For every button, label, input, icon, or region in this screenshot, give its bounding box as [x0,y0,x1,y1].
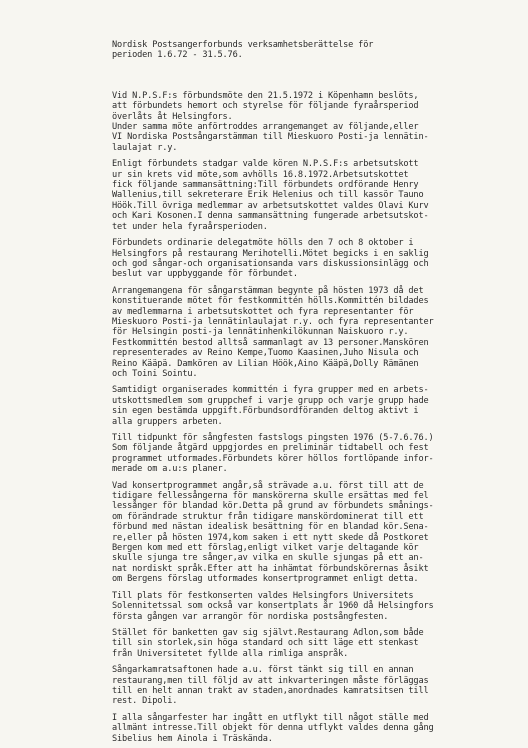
paragraph-10: Sångarkamratsaftonen hade a.u. först tänkt sig till en annan restaurang,men till följd av att inkvarteringen måste förläggas till en helt annan trakt av staden,anordnades kamratsitsen till rest. Dipoli. [112,665,429,707]
paragraph-8: Till plats för festkonserten valdes Helsingfors Universitets Solennitetssal som också var konsertplats år 1960 då Helsingfors första gången var arrangör för nordiska postsångfesten. [112,590,434,622]
paragraph-6: Till tidpunkt för sångfesten fastslogs pingsten 1976 (5-7.6.76.) Som följande åtgärd uppgjordes en preliminär tidtabell och fest programmet utformades.Förbundets körer höllos fortlöpande infor- merade om a.u:s planer. [112,433,434,475]
paragraph-2: Enligt förbundets stadgar valde kören N.P.S.F:s arbetsutskott ur sin krets vid möte,som avhölls 16.8.1972.Arbetsutskottet fick följande sammansättning:Till förbundets ordförande Henry Wallenius,till sekreterare Erik Helenius och till kassör Tauno Höök.Till övriga medlemmar av arbetsutskottet valdes Olavi Kurv och Kari Kosonen.I denna sammansättning fungerade arbetsutskot- tet under hela fyraårsperioden. [112,159,429,232]
paragraph-7: Vad konsertprogrammet angår,så strävade a.u. först till att de tidigare fellessångerna för manskörerna skulle ersättas med fel lessånger för blandad kör.Detta på grund av förbundets smånings- om förändrade struktur från tidigare manskördominerat till ett förbund med nästan idealisk besättning för en blandad kör.Sena- re,eller på hösten 1974,kom saken i ett nytt skede då Postkoret Bergen kom med ett förslag,enligt vilket varje deltagande kör skulle sjunga tre sånger,av vilka en skulle sjungas på ett an- nat nordiskt språk.Efter att ha inhämtat förbundskörernas åsikt om Bergens förslag utformades konsertprogrammet enligt detta. [112,480,434,585]
paragraph-1: Vid N.P.S.F:s förbundsmöte den 21.5.1972 i Köpenhamn beslöts, att förbundets hemort och styrelse för följande fyraårsperiod överlåts åt Helsingfors. Under samma möte anförtroddes arrangemanget av följande,eller VI Nordiska Postsångarstämman till Mieskuoro Posti-ja lennätin- laulajat r.y. [112,90,429,153]
document-title: Nordisk Postsangerforbunds verksamhetsberättelse för perioden 1.6.72 - 31.5.76. [112,40,374,61]
paragraph-11: I alla sångarfester har ingått en utflykt till något ställe med allmänt intresse.Till objekt för denna utflykt valdes denna gång Sibelius hem Ainola i Träskända. [112,712,434,744]
paragraph-9: Stället för banketten gav sig självt.Restaurang Adlon,som både till sin storlek,sin höga standard och sitt läge ett stenkast från Universitetet fyllde alla rimliga anspråk. [112,627,424,659]
paragraph-3: Förbundets ordinarie delegatmöte hölls den 7 och 8 oktober i Helsingfors på restaurang Merihotelli.Mötet begicks i en saklig och god sångar-och organisationsanda vars diskussionsinlägg och beslut var uppbyggande för förbundet. [112,238,429,280]
paragraph-5: Samtidigt organiserades kommittén i fyra grupper med en arbets- utskottsmedlem som gruppchef i varje grupp och varje grupp hade sin egen bestämda uppgift.Förbundsordföranden deltog aktivt i alla gruppers arbeten. [112,385,429,427]
paragraph-4: Arrangemangena för sångarstämman begynte på hösten 1973 då det konstituerande mötet för festkommittén hölls.Kommittén bildades av medlemmarna i arbetsutskottet och fyra representanter för Mieskuoro Posti-ja lennätinlaulajat r.y. och fyra representanter för Helsingin posti-ja lennätinhenkilökunnan Naiskuoro r.y. Festkommittén bestod alltså sammanlagt av 13 personer.Manskören representerades av Reino Kempe,Tuomo Kaasinen,Juho Nisula och Reino Kääpä. Damkören av Lilian Höök,Aino Kääpä,Dolly Rämänen och Toini Sointu. [112,285,434,379]
